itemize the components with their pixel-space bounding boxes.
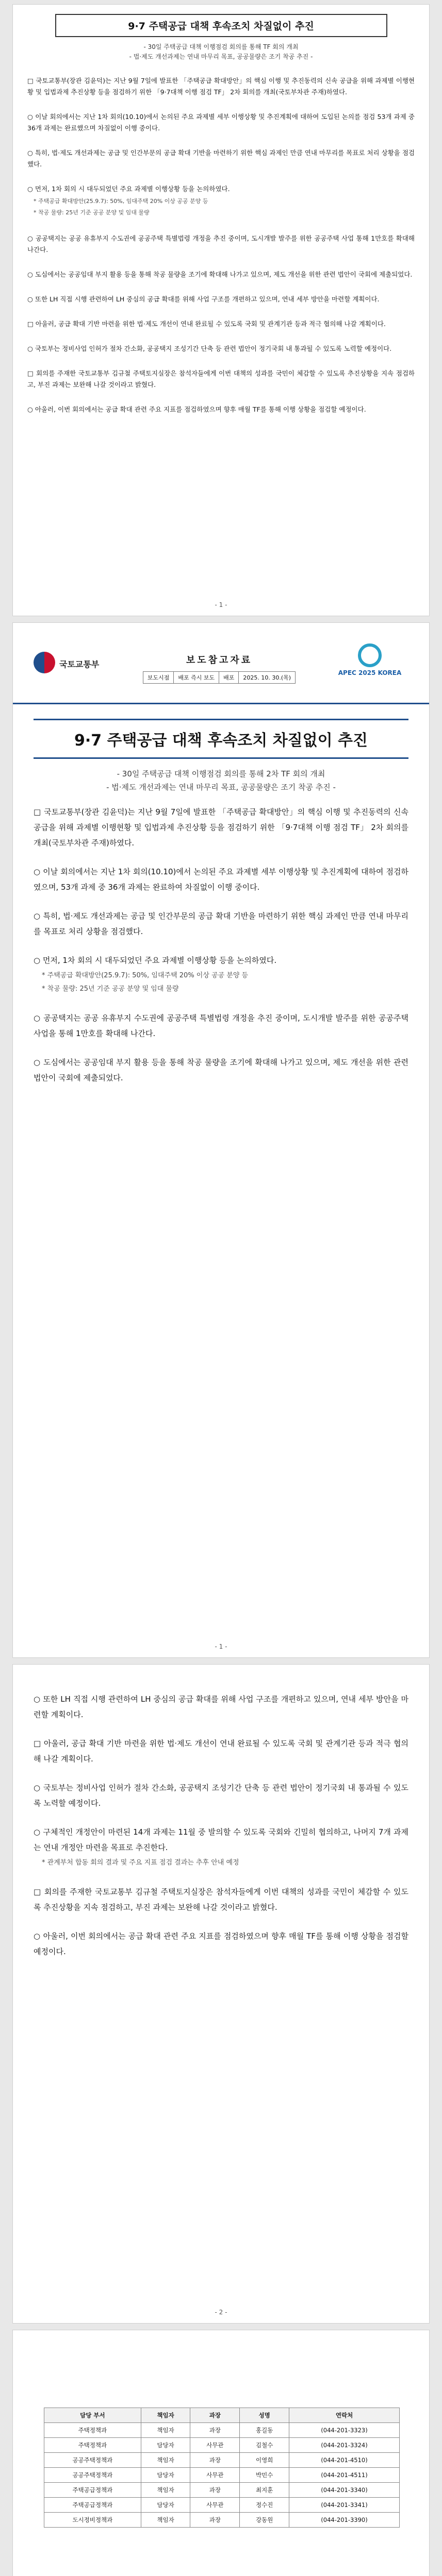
page-number: - 1 - (215, 1643, 227, 1650)
apec-circle-icon (358, 643, 382, 667)
paragraph: ○ 특히, 법·제도 개선과제는 공급 및 인간부문의 공급 확대 기반을 마련하기 위한 핵심 과제인 만큼 연내 마무리를 목표로 처리 상황을 점검했다. (34, 911, 408, 936)
note: * 관계부처 합동 회의 결과 및 주요 지표 점검 결과는 추후 안내 예정 (42, 1859, 239, 1867)
cell: 과장 (190, 2483, 240, 2498)
cell: 주택공급정책과 (44, 2483, 141, 2498)
paragraph: □ 아울러, 공급 확대 기반 마련을 위한 법·제도 개선이 연내 완료될 수 있도록 국회 및 관계기관 등과 적극 협의해 나갈 계획이다. (34, 1739, 408, 1764)
cell: 과장 (190, 2453, 240, 2468)
column-header: 담당 부서 (44, 2408, 141, 2423)
apec-logo (331, 643, 408, 680)
document-page-2 (12, 622, 430, 1658)
document-page-4 (12, 2330, 430, 2576)
cell: 공공주택정책과 (44, 2468, 141, 2483)
cell: (044-201-4511) (289, 2468, 400, 2483)
table-header-row (44, 2408, 400, 2423)
subtitle-line: - 30일 주택공급 대책 이행점검 회의를 통해 TF 회의 개최 (143, 43, 299, 50)
paragraph: ○ 아울러, 이번 회의에서는 공급 확대 관련 주요 지표를 점검하였으며 향후 매월 TF를 통해 이행 상황을 점검할 예정이다. (34, 1931, 408, 1956)
cell: (044-201-3324) (289, 2438, 400, 2453)
paragraph: ○ 공공택지는 공공 유휴부지 수도권에 공공주택 특별법령 개정을 추진 중이며, 도시개발 발주를 위한 공공주택 사업을 통해 1만호를 확대해 나간다. (34, 1013, 408, 1038)
subtitle-box (34, 767, 408, 794)
paragraph: □ 아울러, 공급 확대 기반 마련을 위한 법·제도 개선이 연내 완료될 수 있도록 국회 및 관계기관 등과 적극 협의해 나갈 계획이다. (27, 320, 386, 328)
paragraph: □ 국토교통부(장관 김윤덕)는 지난 9월 7일에 발표한 「주택공급 확대방안」의 핵심 이행 및 추진동력의 신속 공급을 위해 과제별 이행현황 및 입법과제 추진상황 등을 점검하기 위한 「9·7대책 이행 점검 TF」 2차 회의를 개최(국토부차관 주재)하였다. (27, 77, 415, 96)
cell: 사무관 (190, 2468, 240, 2483)
note: * 주택공급 확대방안(25.9.7): 50%, 임대주택 20% 이상 공공 분양 등 (34, 198, 208, 205)
cell: (044-201-3390) (289, 2513, 400, 2528)
cell: (044-201-3323) (289, 2423, 400, 2438)
subtitle-line: - 법·제도 개선과제는 연내 마무리 목표, 공공물량은 조기 착공 추진 - (129, 53, 313, 60)
cell: 사무관 (190, 2438, 240, 2453)
table-row (44, 2438, 400, 2453)
column-header: 과장 (190, 2408, 240, 2423)
taegeuk-icon (34, 652, 55, 673)
cell: 최지훈 (240, 2483, 289, 2498)
paragraph: ○ 또한 LH 직접 시행 관련하여 LH 중심의 공급 확대를 위해 사업 구조를 개편하고 있으며, 연내 세부 방안을 마련할 계획이다. (34, 1694, 408, 1719)
cell: 박민수 (240, 2468, 289, 2483)
cell: 2025. 10. 30.(목) (239, 672, 296, 684)
cell: 배포 즉시 보도 (174, 672, 219, 684)
paragraph: ○ 공공택지는 공공 유휴부지 수도권에 공공주택 특별법령 개정을 추진 중이며, 도시개발 발주를 위한 공공주택 사업 통해 1만호를 확대해 나간다. (27, 234, 415, 253)
table-row (44, 2468, 400, 2483)
paragraph: □ 국토교통부(장관 김윤덕)는 지난 9월 7일에 발표한 「주택공급 확대방안」의 핵심 이행 및 추진동력의 신속 공급을 위해 과제별 이행현황 및 입법과제 추진상황 등을 점검하기 위한 「9·7대책 이행 점검 TF」 2차 회의를 개최(국토부차관 주재)하였다. (34, 807, 408, 848)
subtitle-line: - 30일 주택공급 대책 이행점검 회의를 통해 2차 TF 회의 개최 (117, 769, 325, 778)
press-header (13, 623, 429, 704)
table-row (44, 2498, 400, 2513)
table-row (143, 672, 295, 684)
paragraph: ○ 국토부는 정비사업 인허가 절차 간소화, 공공택지 조성기간 단축 등 관련 법안이 정기국회 내 통과될 수 있도록 노력할 예정이다. (34, 1783, 408, 1808)
cell: 배포 (219, 672, 239, 684)
cell: 책임자 (141, 2423, 190, 2438)
paragraph: □ 회의를 주재한 국토교통부 김규철 주택토지실장은 참석자들에게 이번 대책의 성과를 국민이 체감할 수 있도록 추진상황을 지속 점검하고, 부진 과제는 보완해 나갈 것이라고 밝혔다. (34, 1887, 408, 1912)
cell: (044-201-3341) (289, 2498, 400, 2513)
main-title: 9·7 주택공급 대책 후속조치 차질없이 추진 (34, 719, 408, 759)
cell: 보도시점 (143, 672, 174, 684)
subtitle (13, 42, 429, 62)
cell: 도시정비정책과 (44, 2513, 141, 2528)
cell: 책임자 (141, 2513, 190, 2528)
cell: 공공주택정책과 (44, 2453, 141, 2468)
ministry-logo (34, 648, 111, 679)
paragraph: ○ 도심에서는 공공임대 부지 활용 등을 통해 착공 물량을 조기에 확대해 나가고 있으며, 제도 개선을 위한 관련 법안이 국회에 제출되었다. (34, 1058, 408, 1082)
cell: 김철수 (240, 2438, 289, 2453)
page-title: 9·7 주택공급 대책 후속조치 차질없이 추진 (55, 14, 387, 37)
note: * 착공 물량: 25년 기준 공공 분양 및 임대 물량 (42, 985, 179, 993)
document-page-3 (12, 1664, 430, 2324)
page-number: - 2 - (215, 2309, 227, 2316)
cell: 주택정책과 (44, 2438, 141, 2453)
apec-label: APEC 2025 KOREA (338, 669, 402, 676)
page-number: - 1 - (215, 601, 227, 608)
column-header: 책임자 (141, 2408, 190, 2423)
paragraph: ○ 도심에서는 공공임대 부지 활용 등을 통해 착공 물량을 조기에 확대해 나가고 있으며, 제도 개선을 위한 관련 법안이 국회에 제출되었다. (27, 270, 413, 278)
logo-text: 국토교통부 (59, 659, 100, 669)
paragraph: ○ 구체적인 개정안이 마련된 14개 과제는 11월 중 발의할 수 있도록 국회와 긴밀히 협의하고, 나머지 7개 과제는 연내 개정안 마련을 목표로 추진한다. (34, 1827, 408, 1852)
cell: 이영희 (240, 2453, 289, 2468)
table-row (44, 2423, 400, 2438)
table-row (44, 2453, 400, 2468)
press-info (137, 653, 302, 684)
paragraph: ○ 먼저, 1차 회의 시 대두되었던 주요 과제별 이행상황 등을 논의하였다. (27, 185, 230, 193)
paragraph: ○ 국토부는 정비사업 인허가 절차 간소화, 공공택지 조성기간 단축 등 관련 법안이 정기국회 내 통과될 수 있도록 노력할 예정이다. (27, 345, 392, 352)
column-header: 연락처 (289, 2408, 400, 2423)
note: * 착공 물량: 25년 기준 공공 분양 및 임대 물량 (34, 209, 150, 216)
press-info-table (143, 671, 296, 684)
note: * 주택공급 확대방안(25.9.7): 50%, 임대주택 20% 이상 공공 분양 등 (42, 972, 249, 979)
paragraph: ○ 또한 LH 직접 시행 관련하여 LH 중심의 공급 확대를 위해 사업 구조를 개편하고 있으며, 연내 세부 방안을 마련할 계획이다. (27, 295, 380, 303)
cell: 홍길동 (240, 2423, 289, 2438)
cell: 담당자 (141, 2498, 190, 2513)
cell: 책임자 (141, 2453, 190, 2468)
table-row (44, 2483, 400, 2498)
table-row (44, 2513, 400, 2528)
paragraph: ○ 먼저, 1차 회의 시 대두되었던 주요 과제별 이행상황 등을 논의하였다. (34, 956, 277, 965)
subtitle-line: - 법·제도 개선과제는 연내 마무리 목표, 공공물량은 조기 착공 추진 - (106, 783, 336, 792)
paragraph: ○ 이날 회의에서는 지난 1차 회의(10.10)에서 논의된 주요 과제별 세부 이행상황 및 추진계획에 대하여 점검하였으며, 53개 과제 중 36개 과제는 완료하여 차질없이 이행 중이다. (34, 867, 408, 892)
column-header: 성명 (240, 2408, 289, 2423)
cell: 담당자 (141, 2438, 190, 2453)
cell: (044-201-3340) (289, 2483, 400, 2498)
paragraph: □ 회의를 주재한 국토교통부 김규철 주택토지실장은 참석자들에게 이번 대책의 성과를 국민이 체감할 수 있도록 추진상황을 지속 점검하고, 부진 과제는 보완해 나갈 것이라고 밝혔다. (27, 369, 415, 388)
paragraph: ○ 이날 회의에서는 지난 1차 회의(10.10)에서 논의된 주요 과제별 세부 이행상황 및 추진계획에 대하여 도입된 논의를 점검 53개 과제 중 36개 과제는 완료했으며 차질없이 이행 중이다. (27, 113, 415, 132)
cell: 담당자 (141, 2468, 190, 2483)
cell: 정수진 (240, 2498, 289, 2513)
contact-table (44, 2408, 400, 2528)
cell: 책임자 (141, 2483, 190, 2498)
press-title: 보도참고자료 (186, 655, 253, 666)
paragraph: ○ 아울러, 이번 회의에서는 공급 확대 관련 주요 지표를 점검하였으며 향후 매월 TF를 통해 이행 상황을 점검할 예정이다. (27, 405, 366, 413)
cell: 사무관 (190, 2498, 240, 2513)
cell: (044-201-4510) (289, 2453, 400, 2468)
document-page-1 (12, 4, 430, 616)
cell: 과장 (190, 2423, 240, 2438)
cell: 주택공급정책과 (44, 2498, 141, 2513)
cell: 강동원 (240, 2513, 289, 2528)
cell: 과장 (190, 2513, 240, 2528)
cell: 주택정책과 (44, 2423, 141, 2438)
paragraph: ○ 특히, 법·제도 개선과제는 공급 및 인간부문의 공급 확대 기반을 마련하기 위한 핵심 과제인 만큼 연내 마무리를 목표로 처리 상황을 점검했다. (27, 149, 415, 168)
